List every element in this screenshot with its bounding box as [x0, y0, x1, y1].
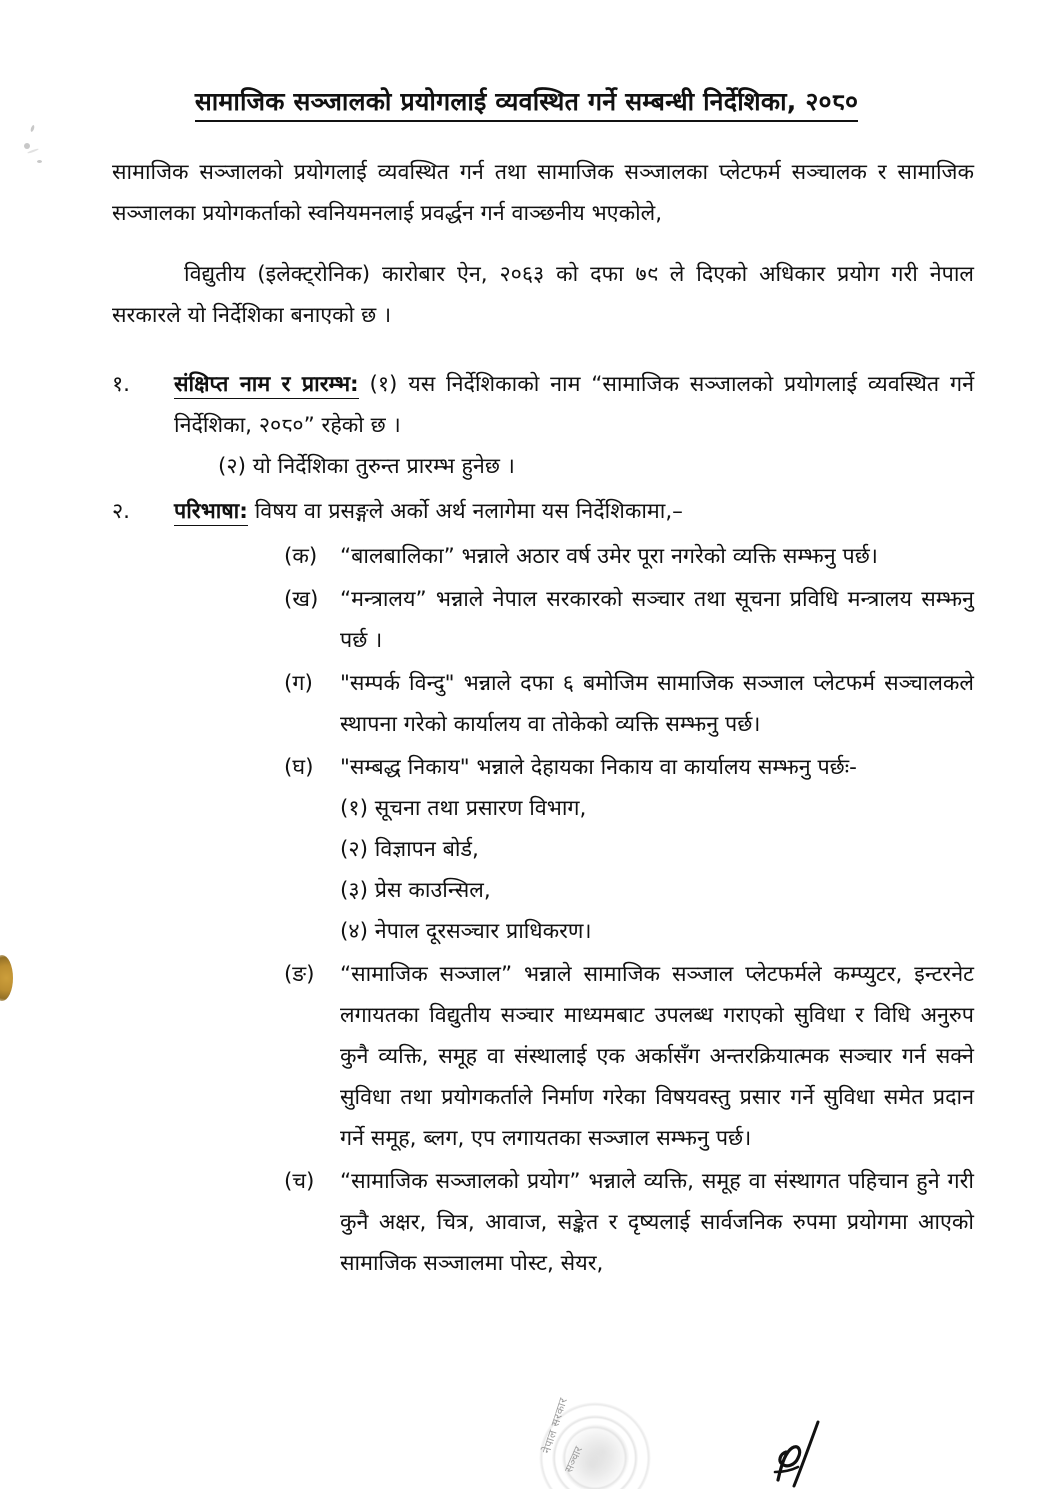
definition-item-kha-label: (ख): [284, 587, 319, 612]
clause-2-text: विषय वा प्रसङ्गले अर्को अर्थ नलागेमा यस निर्देशिकामा,–: [254, 499, 683, 524]
definition-item-ga-label: (ग): [284, 671, 313, 696]
title-container: [0, 86, 1053, 122]
clause-1-heading: संक्षिप्त नाम र प्रारम्भ:: [174, 372, 359, 397]
spacer: [112, 240, 974, 254]
clause-1-text: (१) यस निर्देशिकाको नाम “सामाजिक सञ्जालको प्रयोगलाई व्यवस्थित गर्ने निर्देशिका, २०८०” रहेको छ ।: [174, 372, 974, 438]
definition-item-cha-text: “सामाजिक सञ्जालको प्रयोग” भन्नाले व्यक्ति, समूह वा संस्थागत पहिचान हुने गरी कुनै अक्षर, चित्र, आवाज, सङ्केत र दृष्यलाई सार्वजनिक रुपमा प्रयोगमा आएको सामाजिक सञ्जालमा पोस्ट, सेयर,: [340, 1169, 974, 1276]
definition-item-gha-text: "सम्बद्ध निकाय" भन्नाले देहायका निकाय वा कार्यालय सम्झनु पर्छः-: [340, 755, 857, 780]
agency-list-item: (२) विज्ञापन बोर्ड,: [340, 837, 479, 862]
definition-item-ga: [284, 663, 974, 745]
definition-item-gha-body: [340, 747, 974, 952]
clause-2-body: [174, 491, 974, 532]
definition-item-kha: [284, 579, 974, 661]
definition-item-nga-text: “सामाजिक सञ्जाल” भन्नाले सामाजिक सञ्जाल प्लेटफर्मले कम्प्युटर, इन्टरनेट लगायतका विद्युतीय सञ्चार माध्यमबाट उपलब्ध गराएको सुविधा र विधि अनुरुप कुनै व्यक्ति, समूह वा संस्थालाई एक अर्कासँग अन्तरक्रियात्मक सञ्चार गर्न सक्ने सुविधा तथा प्रयोगकर्ताले निर्माण गरेका विषयवस्तु प्रसार गर्ने सुविधा समेत प्रदान गर्ने समूह, ब्लग, एप लगायतका सञ्जाल सम्झनु पर्छ।: [340, 962, 974, 1151]
clause-1-subparagraph: (२) यो निर्देशिका तुरुन्त प्रारम्भ हुनेछ ।: [218, 454, 515, 479]
definition-item-ka: [284, 536, 974, 577]
clause-1-number: १.: [112, 372, 131, 397]
scan-speckle: [30, 125, 35, 133]
seal-text-left: नेपाल सरकार: [539, 1395, 571, 1456]
clause-1: [112, 364, 974, 487]
definition-item-ka-label: (क): [284, 544, 318, 569]
preamble-paragraph-1: सामाजिक सञ्जालको प्रयोगलाई व्यवस्थित गर्न तथा सामाजिक सञ्जालका प्लेटफर्म सञ्चालक र सामाजिक सञ्जालका प्रयोगकर्ताको स्वनियमनलाई प्रवर्द्धन गर्न वाञ्छनीय भएकोले,: [112, 160, 974, 226]
document-body: [112, 152, 974, 1286]
definition-item-nga: [284, 954, 974, 1159]
definition-item-gha-label: (घ): [284, 755, 314, 780]
signature-icon: [772, 1418, 882, 1488]
clause-2-heading: परिभाषा:: [174, 499, 248, 524]
definition-item-kha-text: “मन्त्रालय” भन्नाले नेपाल सरकारको सञ्चार तथा सूचना प्रविधि मन्त्रालय सम्झनु पर्छ ।: [340, 587, 974, 653]
definition-list: [112, 536, 974, 1284]
clause-1-body: [174, 364, 974, 487]
agency-list-item: (३) प्रेस काउन्सिल,: [340, 878, 491, 903]
definition-item-cha: [284, 1161, 974, 1284]
definition-item-ka-text: “बालबालिका” भन्नाले अठार वर्ष उमेर पूरा नगरेको व्यक्ति सम्झनु पर्छ।: [340, 544, 878, 569]
scan-speckle: [24, 143, 30, 149]
agency-list: [340, 788, 974, 952]
scan-speckle: [27, 148, 39, 154]
definition-item-nga-label: (ङ): [284, 962, 315, 987]
definition-item-cha-label: (च): [284, 1169, 315, 1194]
definition-item-ga-text: "सम्पर्क विन्दु" भन्नाले दफा ६ बमोजिम सामाजिक सञ्जाल प्लेटफर्म सञ्चालकले स्थापना गरेको कार्यालय वा तोकेको व्यक्ति सम्झनु पर्छ।: [340, 671, 974, 737]
scan-speckle: [37, 160, 42, 163]
seal-text-bottom: सञ्चार: [562, 1444, 586, 1475]
clause-2-number: २.: [112, 499, 131, 524]
definition-item-gha: [284, 747, 974, 952]
paper-clip-mark: [0, 955, 13, 1001]
agency-list-item: (४) नेपाल दूरसञ्चार प्राधिकरण।: [340, 919, 592, 944]
document-title: सामाजिक सञ्जालको प्रयोगलाई व्यवस्थित गर्ने सम्बन्धी निर्देशिका, २०८०: [195, 86, 858, 122]
spacer: [112, 342, 974, 364]
preamble-paragraph-2: विद्युतीय (इलेक्ट्रोनिक) कारोबार ऐन, २०६३ को दफा ७९ ले दिएको अधिकार प्रयोग गरी नेपाल सरकारले यो निर्देशिका बनाएको छ ।: [112, 262, 974, 328]
clause-2: [112, 491, 974, 532]
agency-list-item: (१) सूचना तथा प्रसारण विभाग,: [340, 796, 587, 821]
